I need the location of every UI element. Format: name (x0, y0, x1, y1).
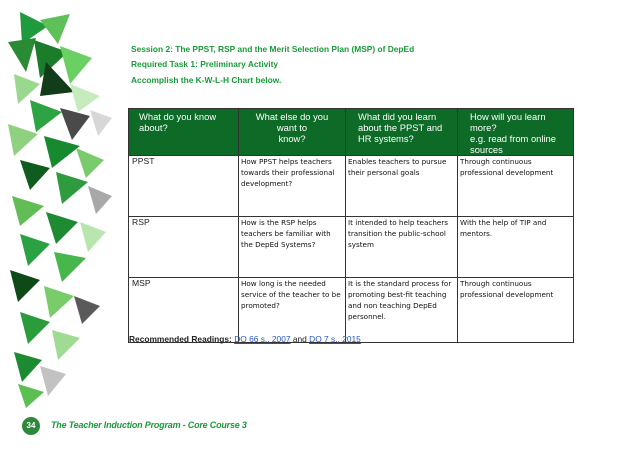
learned-cell: It intended to help teachers transition the public-school system (346, 217, 458, 278)
row-label: RSP (129, 217, 239, 278)
decorative-triangles (0, 0, 125, 410)
table-header-row (129, 109, 574, 156)
instruction-text: Accomplish the K-W-L-H Chart below. (131, 75, 282, 85)
how-cell: Through continuous professional development (458, 156, 574, 217)
reading-link-do7[interactable]: DO 7 s., 2015 (309, 334, 361, 344)
header-know: What do you know about? (129, 109, 239, 156)
task-title: Required Task 1: Preliminary Activity (131, 59, 279, 69)
recommended-readings (129, 334, 361, 344)
reading-link-do66[interactable]: DO 66 s., 2007 (234, 334, 291, 344)
how-cell: Through continuous professional development (458, 278, 574, 343)
row-label: PPST (129, 156, 239, 217)
readings-and: and (292, 334, 307, 344)
table-row (129, 217, 574, 278)
want-cell: How long is the needed service of the teacher to be promoted? (239, 278, 346, 343)
want-cell: How PPST helps teachers towards their professional development? (239, 156, 346, 217)
header-learned: What did you learn about the PPST and HR systems? (346, 109, 458, 156)
want-cell: How is the RSP helps teachers be familiar with the DepEd Systems? (239, 217, 346, 278)
learned-cell: Enables teachers to pursue their personal goals (346, 156, 458, 217)
page-number: 34 (22, 417, 40, 435)
learned-cell: It is the standard process for promoting best-fit teaching and non teaching DepEd personnel. (346, 278, 458, 343)
readings-label: Recommended Readings: (129, 334, 232, 344)
table-row (129, 278, 574, 343)
session-title: Session 2: The PPST, RSP and the Merit Selection Plan (MSP) of DepEd (131, 44, 415, 54)
footer-title: The Teacher Induction Program - Core Course 3 (51, 420, 247, 430)
table-row (129, 156, 574, 217)
header-how: How will you learn more? e.g. read from online sources (458, 109, 574, 156)
row-label: MSP (129, 278, 239, 343)
header-want: What else do you want to know? (239, 109, 346, 156)
how-cell: With the help of TIP and mentors. (458, 217, 574, 278)
kwlh-chart (128, 108, 574, 343)
